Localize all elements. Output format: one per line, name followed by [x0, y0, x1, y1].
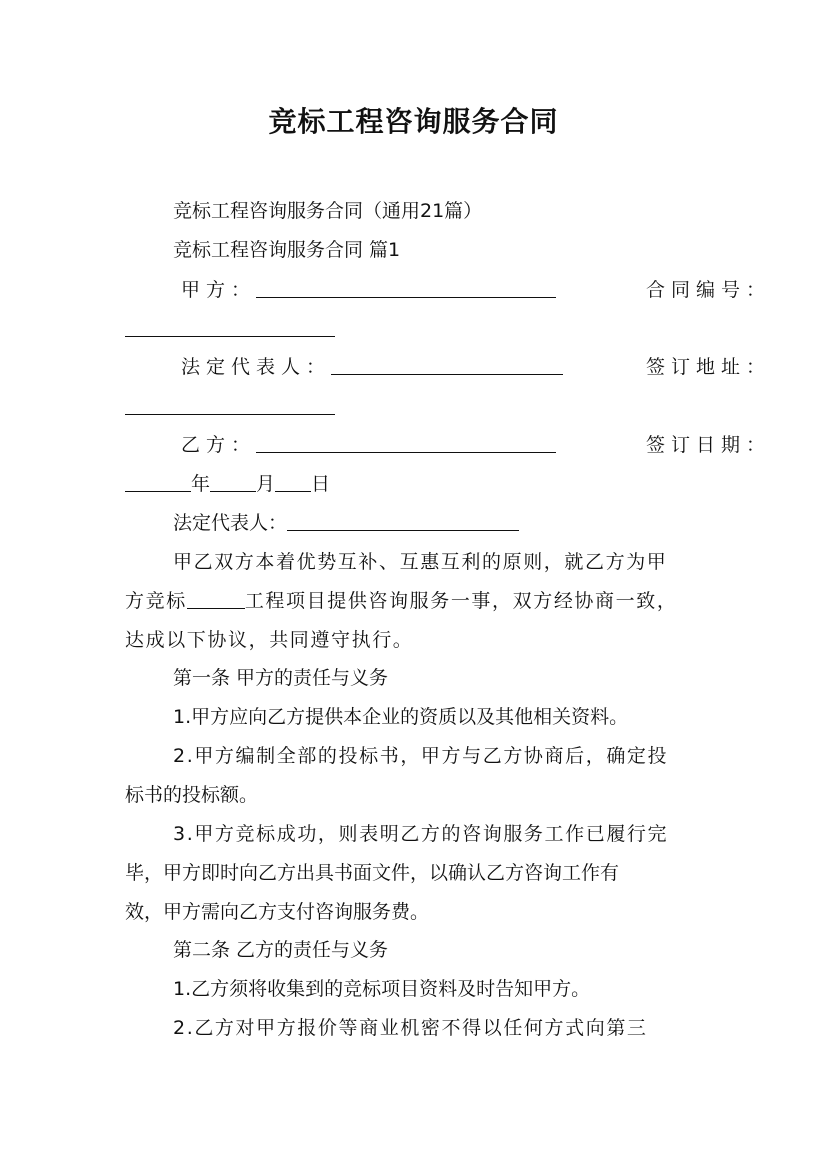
date-month-label: 月 [256, 473, 276, 495]
sign-place-blank[interactable] [125, 394, 335, 415]
legal-rep-blank[interactable] [331, 354, 563, 375]
intro-line-2 [125, 586, 715, 616]
party-b-label: 乙方： [181, 434, 257, 456]
date-day-label: 日 [311, 473, 331, 495]
article-1-item: 标书的投标额。 [125, 784, 259, 806]
article-2-title: 第二条 乙方的责任与义务 [173, 939, 389, 961]
intro-line-3: 达成以下协议，共同遵守执行。 [125, 629, 414, 651]
legal-rep-b-label: 法定代表人： [173, 512, 288, 534]
party-a-label: 甲方： [181, 279, 257, 301]
intro-line-1: 甲乙双方本着优势互补、互惠互利的原则，就乙方为甲 [173, 551, 668, 573]
article-1-item: 2.甲方编制全部的投标书，甲方与乙方协商后，确定投 [173, 745, 669, 767]
date-month-blank[interactable] [210, 471, 256, 492]
sign-place-label: 签订地址： [645, 356, 771, 378]
contract-no-label: 合同编号： [645, 279, 771, 301]
sign-place-row [125, 392, 715, 422]
article-1-item: 效，甲方需向乙方支付咨询服务费。 [125, 901, 430, 923]
article-1-item: 3.甲方竞标成功，则表明乙方的咨询服务工作已履行完 [173, 823, 669, 845]
legal-rep-b-row [125, 508, 763, 538]
party-a-blank[interactable] [256, 277, 556, 298]
party-a-row [125, 275, 771, 305]
article-2-item: 2.乙方对甲方报价等商业机密不得以任何方式向第三 [173, 1017, 648, 1039]
date-day-blank[interactable] [275, 471, 311, 492]
document-title: 竞标工程咨询服务合同 [268, 105, 559, 138]
legal-rep-b-blank[interactable] [287, 510, 519, 531]
legal-rep-row [125, 352, 771, 382]
article-1-item: 1.甲方应向乙方提供本企业的资质以及其他相关资料。 [173, 706, 629, 728]
article-1-item: 毕，甲方即时向乙方出具书面文件，以确认乙方咨询工作有 [125, 862, 620, 884]
party-b-blank[interactable] [256, 432, 556, 453]
section-heading: 竞标工程咨询服务合同 篇1 [173, 239, 401, 261]
document-subtitle: 竞标工程咨询服务合同（通用21篇） [173, 200, 483, 222]
project-name-blank[interactable] [187, 588, 245, 609]
article-1-title: 第一条 甲方的责任与义务 [173, 667, 389, 689]
legal-rep-label: 法定代表人： [181, 356, 332, 378]
contract-no-row [125, 314, 715, 344]
intro-project-prefix: 方竞标 [125, 590, 187, 612]
intro-project-suffix: 工程项目提供咨询服务一事，双方经协商一致， [244, 590, 678, 612]
article-2-item: 1.乙方须将收集到的竞标项目资料及时告知甲方。 [173, 978, 591, 1000]
party-b-row [125, 430, 771, 460]
date-year-label: 年 [191, 473, 211, 495]
date-year-blank[interactable] [125, 471, 191, 492]
contract-no-blank[interactable] [125, 316, 335, 337]
sign-date-row [125, 469, 715, 499]
sign-date-label: 签订日期： [645, 434, 771, 456]
